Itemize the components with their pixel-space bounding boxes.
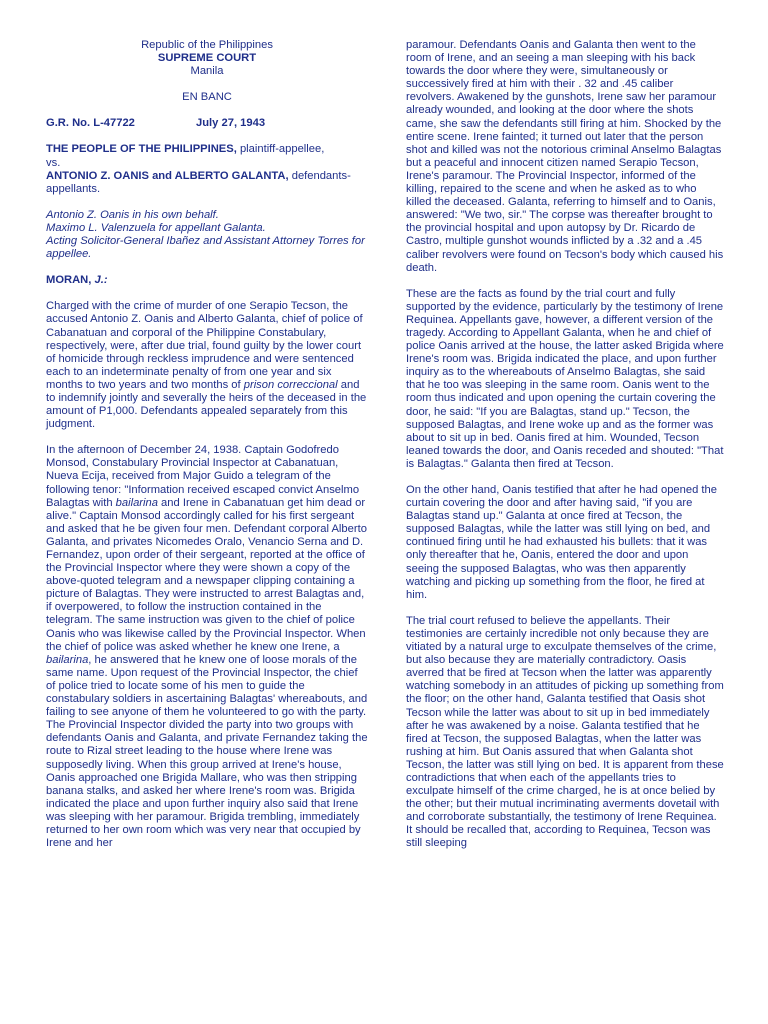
p2-text-e: , he answered that he knew one of loose morals of the same name. Upon request of the Provincial Inspector, the chief of police tried to locate some of his men to guide the constabulary soldiers in ascertaining Balagtas' whereabouts, and failing to see anyone of them he volunteered to go with the party. The Provincial Inspector divided the party into two groups with defendants Oanis and Galanta, and private Fernandez taking the route to Rizal street leading to the house where Irene was supposedly living. When this group arrived at Irene's house, Oanis approached one Brigida Mallare, who was then stripping banana stalks, and asked her where Irene's room was. Brigida indicated the place and upon further inquiry also said that Irene was sleeping with her paramour. Brigida trembling, immediately returned to her own room which was very near that occupied by Irene and her [46,653,368,850]
right-column [406,39,724,851]
body-paragraph-1 [46,300,368,431]
body-paragraph-2 [46,444,368,850]
p1-text-italic: prison correccional [243,378,338,391]
en-banc-label: EN BANC [182,91,232,104]
p1-text-c: and to indemnify jointly and severally the heirs of the deceased in the amount of P1,000. Defendants appealed separately from this judgment. [46,378,367,431]
court-name: SUPREME COURT [157,52,257,65]
plaintiff-line [46,143,368,156]
p1-text-a: Charged with the crime of murder of one Serapio Tecson, the accused Antonio Z. Oanis and Alberto Galanta, chief of police of Cabanatuan and corporal of the Philippine Constabulary, respectively, were, after due trial, found guilty by the lower court of homicide through reckless imprudence and were sentenced each to an indeterminate penalty of from one year and six months to two years and two months of [46,300,363,391]
body-paragraph-4: These are the facts as found by the trial court and fully supported by the evidence, particularly by the testimony of Irene Requinea. Appellants gave, however, a different version of the tragedy. According to Appellant Galanta, when he and chief of police Oanis arrived at the house, the latter asked Brigida where Irene's room was. Brigida indicated the place, and upon further inquiry as to the whereabouts of Anselmo Balagtas, she said that he too was sleeping in the same room. Oanis went to the room thus indicated and upon opening the curtain covering the door, he said: "If you are Balagtas, stand up." Tecson, the supposed Balagtas, and Irene woke up and as the former was about to sit up in bed. Oanis fired at him. Wounded, Tecson leaned towards the door, and Oanis receded and shouted: "That is Balagtas." Galanta then fired at Tecson. [406,287,724,470]
decision-date: July 27, 1943 [196,117,266,130]
ponente-line [46,274,368,287]
gr-number: G.R. No. L-47722 [46,117,135,130]
p2-text-a: In the afternoon of December 24, 1938. Captain Godofredo Monsod, Constabulary Provincial Inspector at Cabanatuan, Nueva Ecija, received from Major Guido a telegram of the following tenor: "Information received escaped convict Anselmo Balagtas with [46,444,360,509]
versus-label: vs. [46,156,61,169]
counsel-line-2: Maximo L. Valenzuela for appellant Galanta. [46,221,266,234]
p2-text-italic-2: bailarina [46,653,89,666]
defendants-name: ANTONIO Z. OANIS and ALBERTO GALANTA, [46,169,289,182]
p2-text-italic-1: bailarina [115,496,158,509]
republic-line: Republic of the Philippines [141,39,273,51]
body-paragraph-5: On the other hand, Oanis testified that after he had opened the curtain covering the door and after having said, "if you are Balagtas stand up." Galanta at once fired at Tecson, the supposed Balagtas, while the latter was still lying on bed, and continued firing until he had exhausted his bullets: that it was only thereafter that he, Oanis, entered the door and upon seeing the supposed Balagtas, who was then apparently watching and picking up something from the floor, he fired at him. [406,484,717,601]
body-paragraph-6: The trial court refused to believe the appellants. Their testimonies are certainly incredible not only because they are vitiated by a natural urge to exculpate themselves of the crime, but also because they are materially contradictory. Oasis averred that be fired at Tecson when the latter was apparently watching somebody in an attitudes of picking up something from the floor; on the other hand, Galanta testified that Oasis shot Tecson while the latter was about to sit up in bed immediately after he was awakened by a noise. Galanta testified that he fired at Tecson, the supposed Balagtas, when the latter was rushing at him. But Oanis assured that when Galanta shot Tecson, the latter was still lying on bed. It is apparent from these contradictions that when each of the appellants tries to exculpate himself of the crime charged, he is at once belied by the other; but their mutual incriminating averments dovetail with and corroborate substantially, the testimony of Irene Requinea. It should be recalled that, according to Requinea, Tecson was still sleeping [406,614,724,850]
case-number-line [46,117,368,130]
body-paragraph-3: paramour. Defendants Oanis and Galanta then went to the room of Irene, and an seeing a man sleeping with his back towards the door where they were, simultaneously or successively fired at him with their . 32 and .45 caliber revolvers. Awakened by the gunshots, Irene saw her paramour already wounded, and looking at the door where the shots came, she saw the defendants still firing at him. Shocked by the entire scene. Irene fainted; it turned out later that the person shot and killed was not the notorious criminal Anselmo Balagtas but a peaceful and innocent citizen named Serapio Tecson, Irene's paramour. The Provincial Inspector, informed of the killing, repaired to the scene and when he asked as to who killed the deceased. Galanta, referring to himself and to Oanis, answered: "We two, sir." The corpse was thereafter brought to the provincial hospital and upon autopsy by Dr. Ricardo de Castro, multiple gunshot wounds inflicted by a .32 and a .45 caliber revolvers were found on Tecson's body which caused his death. [406,39,724,274]
counsel-line-1: Antonio Z. Oanis in his own behalf. [46,208,219,221]
counsel-line-3: Acting Solicitor-General Ibañez and Assistant Attorney Torres for appellee. [46,235,365,261]
left-column [46,39,368,850]
defendants-role: defendants-appellants. [46,169,351,195]
defendants-line [46,170,368,196]
court-city: Manila [190,65,224,78]
p2-text-c: and Irene in Cabanatuan get him dead or alive." Captain Monsod accordingly called for his first sergeant and asked that he be given four men. Defendant corporal Alberto Galanta, and privates Nicomedes Oralo, Venancio Serna and D. Fernandez, upon order of their sergeant, reported at the office of the Provincial Inspector where they were shown a copy of the above-quoted telegram and a newspaper clipping containing a picture of Balagtas. They were instructed to arrest Balagtas and, if overpowered, to follow the instruction contained in the telegram. The same instruction was given to the chief of police Oanis who was likewise called by the Provincial Inspector. When the chief of police was asked whether he knew one Irene, a [46,496,367,653]
ponente-name: MORAN, [46,274,92,287]
plaintiff-name: THE PEOPLE OF THE PHILIPPINES, [46,143,237,156]
plaintiff-role: plaintiff-appellee, [236,143,325,156]
ponente-title: J.: [91,274,108,287]
